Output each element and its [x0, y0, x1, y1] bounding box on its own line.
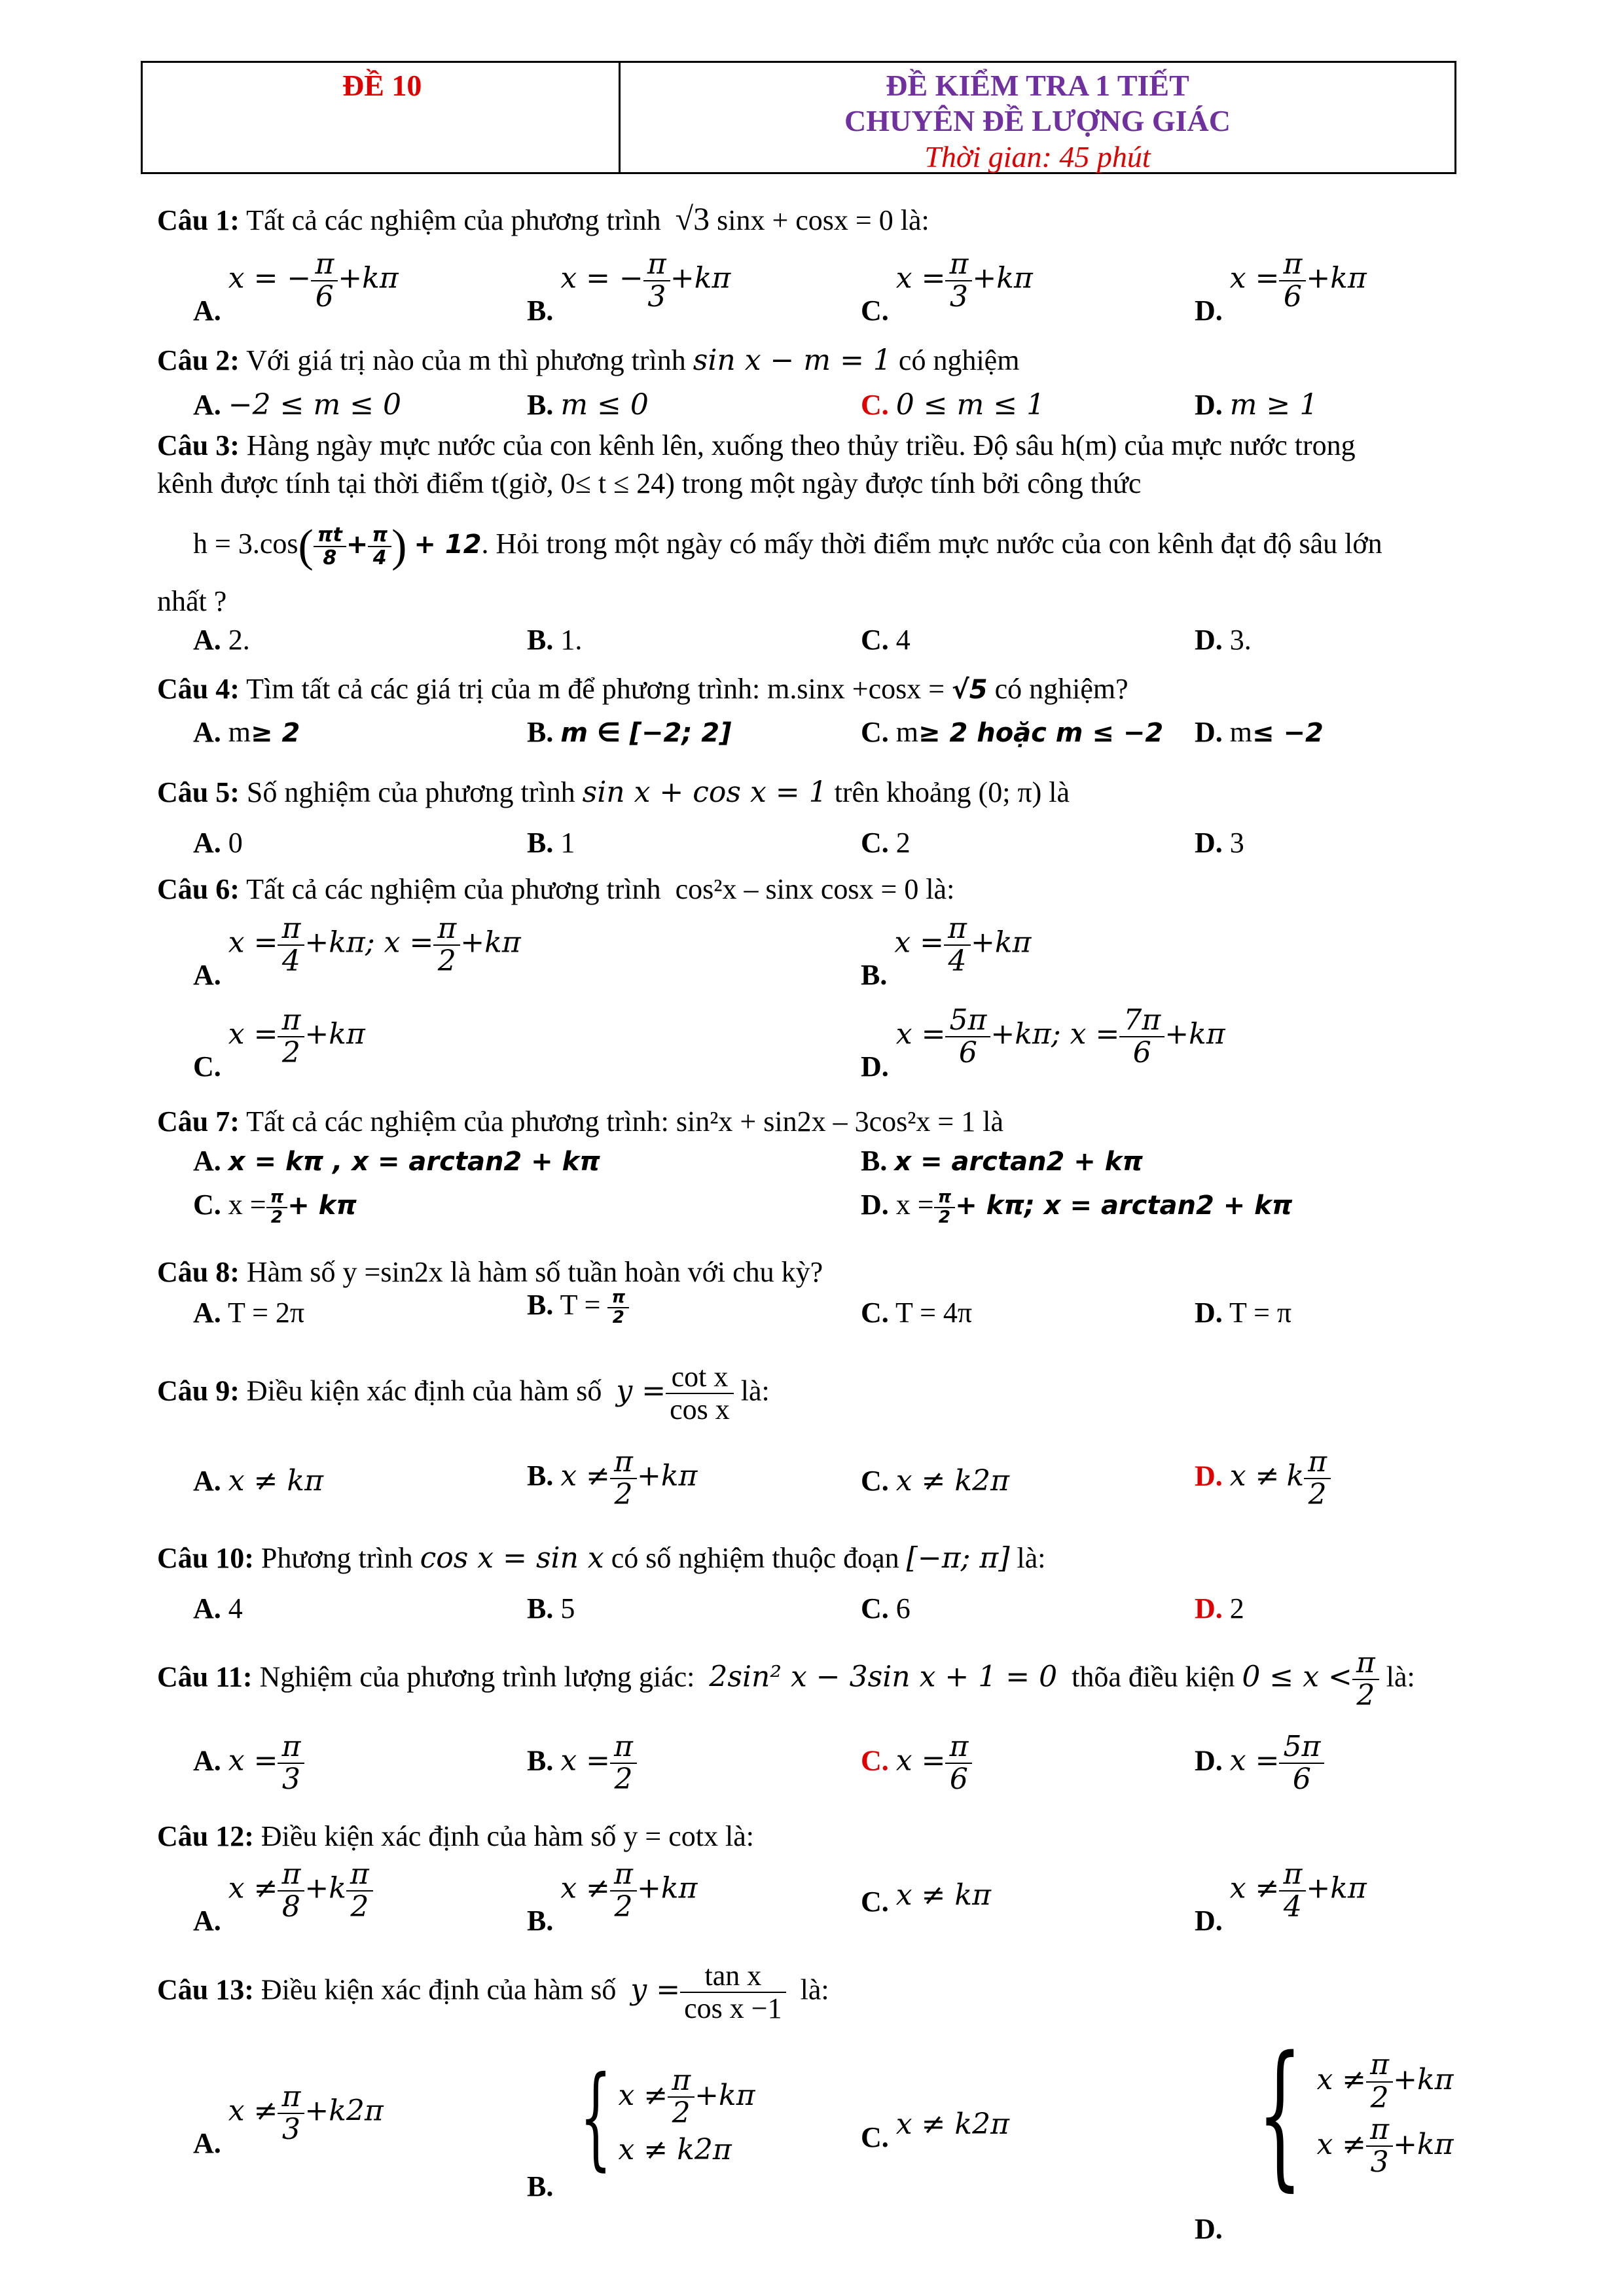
option-a[interactable]: A. 2.	[193, 624, 250, 656]
option-c[interactable]: C. 6	[861, 1592, 911, 1624]
option-d[interactable]: D. 3	[1195, 827, 1244, 859]
exam-duration: Thời gian: 45 phút	[924, 140, 1151, 173]
option-b[interactable]: B. x = arctan2 + kπ	[861, 1145, 1143, 1177]
question-4: Câu 4: Tìm tất cả các giá trị của m để phương trình: m.sinx +cosx = √5 có nghiệm?	[157, 673, 1128, 705]
question-3: Câu 3: Hàng ngày mực nước của con kênh lên, xuống theo thủy triều. Độ sâu h(m) của mực nước trong	[157, 429, 1356, 461]
exam-header	[141, 61, 1456, 174]
option-b[interactable]: B. { x ≠ $\frac{\pi}{2}$ +kπ x ≠ k2π	[527, 2053, 755, 2203]
exam-code: ĐỀ 10	[342, 69, 422, 102]
option-c[interactable]: C. x = $\frac{\pi}{2}$ +kπ	[193, 1003, 365, 1083]
equation: sin x − m = 1	[693, 344, 892, 377]
option-a[interactable]: A. x = $\frac{\pi}{3}$	[193, 1731, 304, 1796]
option-b[interactable]: B. x = $\frac{\pi}{4}$ +kπ	[861, 912, 1032, 992]
option-a[interactable]: A. x ≠ $\frac{\pi}{3}$ +k2π	[193, 2080, 384, 2160]
option-b[interactable]: B. 5	[527, 1592, 575, 1624]
question-7: Câu 7: Tất cả các nghiệm của phương trình: sin²x + sin2x – 3cos²x = 1 là	[157, 1105, 1003, 1138]
question-text: Tất cả các nghiệm của phương trình	[246, 204, 661, 236]
option-b[interactable]: B. x ≠ $\frac{\pi}{2}$ +kπ	[527, 1857, 698, 1937]
option-a[interactable]: A. x = kπ , x = arctan2 + kπ	[193, 1145, 600, 1177]
question-5: Câu 5: Số nghiệm của phương trình sin x + cos x = 1 trên khoảng (0; π) là	[157, 776, 1070, 809]
equation: sinx + cosx = 0	[717, 204, 893, 236]
option-c[interactable]: C. m≥ 2 hoặc m ≤ −2	[861, 716, 1164, 748]
option-d[interactable]: D. m ≥ 1	[1195, 388, 1318, 422]
question-3-line2: kênh được tính tại thời điểm t(giờ, 0≤ t ≤ 24) trong một ngày được tính bởi công thức	[157, 467, 1142, 499]
option-a[interactable]: A. 0	[193, 827, 243, 859]
option-d[interactable]: D. x = $\frac{\pi}{6}$ +kπ	[1195, 247, 1367, 327]
question-12: Câu 12: Điều kiện xác định của hàm số y = cotx là:	[157, 1820, 754, 1852]
option-a[interactable]: A. T = 2π	[193, 1297, 305, 1329]
option-d-correct[interactable]: D. 2	[1195, 1592, 1244, 1624]
question-1	[157, 200, 929, 238]
option-c[interactable]: C. x = $\frac{\pi}{3}$ +kπ	[861, 247, 1033, 327]
question-3-formula: h = 3.cos( $\frac{\pi t}{8}$ + $\frac{\pi}{4}$ ) + 12. Hỏi trong một ngày có mấy thời điểm mực nước của con kênh đạt độ sâu lớn	[193, 521, 1382, 571]
question-9: Câu 9: Điều kiện xác định của hàm số y = $\frac{\text{cot x}}{\text{cos x}}$ là:	[157, 1361, 770, 1426]
question-10: Câu 10: Phương trình cos x = sin x có số nghiệm thuộc đoạn [−π; π] là:	[157, 1541, 1046, 1575]
option-d[interactable]: D. x = $\frac{5\pi}{6}$ +kπ; x = $\frac{7\pi}{6}$ +kπ	[861, 1003, 1225, 1083]
option-a[interactable]: A. −2 ≤ m ≤ 0	[193, 388, 402, 422]
question-6: Câu 6: Tất cả các nghiệm của phương trình cos²x – sinx cosx = 0 là:	[157, 873, 955, 905]
question-13: Câu 13: Điều kiện xác định của hàm số y = $\frac{\text{tan x}}{\text{cos x −1}}$ là:	[157, 1960, 829, 2025]
option-b[interactable]: B. 1.	[527, 624, 583, 656]
option-a[interactable]: A. 4	[193, 1592, 243, 1624]
option-d[interactable]: D. x = $\frac{\pi}{2}$ + kπ; x = arctan2 + kπ	[861, 1187, 1293, 1227]
option-b[interactable]: B. x = − $\frac{\pi}{3}$ +kπ	[527, 247, 731, 327]
question-11: Câu 11: Nghiệm của phương trình lượng giác: 2sin² x − 3sin x + 1 = 0 thõa điều kiện 0 ≤ x < $\frac{\pi}{2}$ là:	[157, 1646, 1415, 1713]
option-b[interactable]: B. 1	[527, 827, 575, 859]
option-c[interactable]: C. x ≠ k2π	[861, 1464, 1010, 1498]
option-a[interactable]: A. m≥ 2	[193, 716, 300, 748]
option-a[interactable]: A. x = $\frac{\pi}{4}$ +kπ; x = $\frac{\pi}{2}$ +kπ	[193, 912, 521, 992]
option-b[interactable]: B. m ∈ [−2; 2]	[527, 716, 732, 748]
option-a[interactable]: A. x ≠ $\frac{\pi}{8}$ +k $\frac{\pi}{2}$	[193, 1859, 373, 1924]
option-c-correct[interactable]: C. 0 ≤ m ≤ 1	[861, 388, 1045, 422]
option-d[interactable]: D. { x ≠ $\frac{\pi}{2}$ +kπ x ≠ $\frac{\pi}{3}$ +kπ	[1195, 2022, 1454, 2246]
option-c-correct[interactable]: C. x = $\frac{\pi}{6}$	[861, 1731, 972, 1796]
option-b[interactable]: B. x ≠ $\frac{\pi}{2}$ +kπ	[527, 1445, 698, 1512]
option-c[interactable]: C. x ≠ k2π	[861, 2108, 1010, 2153]
option-c[interactable]: C. 2	[861, 827, 911, 859]
option-d[interactable]: D. T = π	[1195, 1297, 1292, 1329]
option-b[interactable]: B. T = $\frac{\pi}{2}$	[527, 1288, 629, 1327]
question-8: Câu 8: Hàm số y =sin2x là hàm số tuần hoàn với chu kỳ?	[157, 1256, 823, 1288]
question-2: Câu 2: Với giá trị nào của m thì phương trình sin x − m = 1 có nghiệm	[157, 344, 1020, 377]
option-c[interactable]: C. x ≠ kπ	[861, 1878, 992, 1918]
option-d[interactable]: D. x = $\frac{5\pi}{6}$	[1195, 1731, 1324, 1796]
option-b[interactable]: B. m ≤ 0	[527, 388, 649, 422]
option-d[interactable]: D. 3.	[1195, 624, 1252, 656]
question-tail: là:	[900, 204, 929, 236]
sqrt-expression: √3	[675, 200, 710, 237]
option-d[interactable]: D. m≤ −2	[1195, 716, 1324, 748]
question-label: Câu 1:	[157, 204, 240, 236]
option-c[interactable]: C. T = 4π	[861, 1297, 973, 1329]
option-d[interactable]: D. x ≠ $\frac{\pi}{4}$ +kπ	[1195, 1857, 1367, 1937]
exam-subtitle: CHUYÊN ĐỀ LƯỢNG GIÁC	[844, 104, 1231, 137]
option-c[interactable]: C. 4	[861, 624, 911, 656]
option-a[interactable]: A. x ≠ kπ	[193, 1464, 324, 1498]
option-b[interactable]: B. x = $\frac{\pi}{2}$	[527, 1731, 637, 1796]
exam-title: ĐỀ KIỂM TRA 1 TIẾT	[886, 69, 1189, 102]
option-c[interactable]: C. x = $\frac{\pi}{2}$ + kπ	[193, 1187, 357, 1227]
option-d-correct[interactable]: D. x ≠ k $\frac{\pi}{2}$	[1195, 1446, 1331, 1511]
option-a[interactable]: A. x = − $\frac{\pi}{6}$ +kπ	[193, 247, 399, 327]
question-3-line4: nhất ?	[157, 585, 227, 617]
